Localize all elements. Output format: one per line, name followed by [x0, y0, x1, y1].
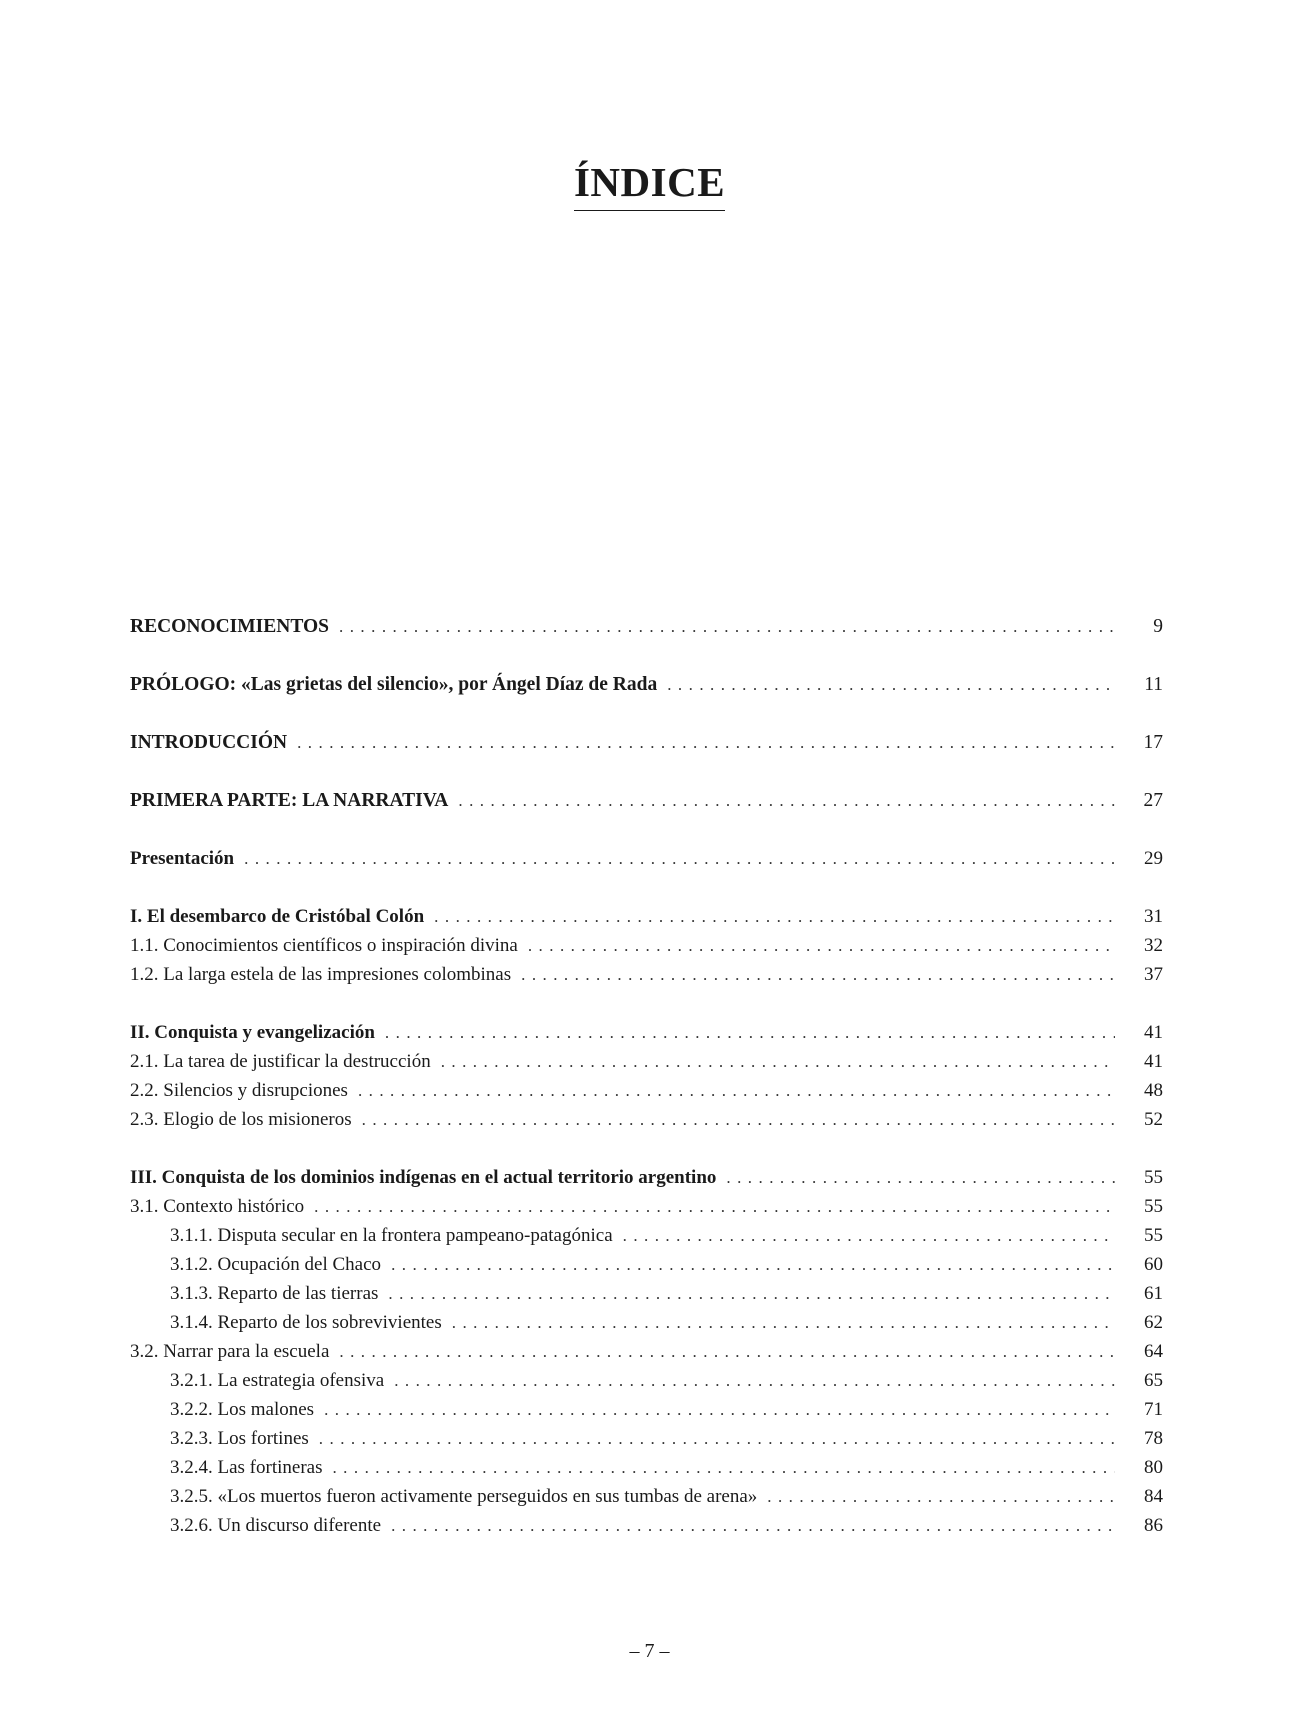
toc-entry[interactable] — [130, 931, 1163, 960]
dot-leader — [339, 1337, 1115, 1366]
page-title-block — [0, 158, 1299, 211]
toc-entry-page: 48 — [1144, 1080, 1163, 1101]
toc-entry-label: 2.2. Silencios y disrupciones — [130, 1080, 348, 1101]
toc-entry[interactable] — [130, 728, 1163, 757]
toc-entry-page: 62 — [1144, 1312, 1163, 1333]
toc-entry[interactable] — [130, 1395, 1163, 1424]
page-title: ÍNDICE — [574, 158, 725, 211]
toc-entry-page: 61 — [1144, 1283, 1163, 1304]
toc-entry-label: 3.2.1. La estrategia ofensiva — [170, 1370, 385, 1391]
dot-leader — [441, 1047, 1115, 1076]
dot-leader — [726, 1163, 1115, 1192]
toc-entry-label: INTRODUCCIÓN — [130, 732, 288, 753]
dot-leader — [521, 960, 1115, 989]
toc-entry-label: II. Conquista y evangelización — [130, 1022, 375, 1043]
toc-entry[interactable] — [130, 612, 1163, 641]
toc-entry-label: 1.1. Conocimientos científicos o inspiración divina — [130, 935, 518, 956]
toc-entry-page: 9 — [1153, 616, 1163, 637]
toc-entry-page: 84 — [1144, 1486, 1163, 1507]
dot-leader — [385, 1018, 1115, 1047]
toc-entry[interactable] — [130, 1105, 1163, 1134]
dot-leader — [332, 1453, 1115, 1482]
toc-entry[interactable] — [130, 670, 1163, 699]
toc-entry-label: 3.2.5. «Los muertos fueron activamente perseguidos en sus tumbas de arena» — [170, 1486, 758, 1507]
dot-leader — [623, 1221, 1115, 1250]
dot-leader — [297, 728, 1115, 757]
toc-entry-label: 3.1.3. Reparto de las tierras — [170, 1283, 379, 1304]
toc-entry[interactable] — [130, 1424, 1163, 1453]
dot-leader — [667, 670, 1115, 699]
dot-leader — [528, 931, 1115, 960]
toc-entry-page: 55 — [1144, 1167, 1163, 1188]
toc-entry-label: 3.2. Narrar para la escuela — [130, 1341, 330, 1362]
toc-entry-page: 78 — [1144, 1428, 1163, 1449]
toc-entry-label: 3.2.2. Los malones — [170, 1399, 315, 1420]
toc-entry[interactable] — [130, 1163, 1163, 1192]
toc-entry-page: 17 — [1143, 732, 1163, 753]
dot-leader — [358, 1076, 1115, 1105]
toc-entry-page: 60 — [1144, 1254, 1163, 1275]
toc-entry-page: 41 — [1144, 1022, 1163, 1043]
toc-entry-page: 65 — [1144, 1370, 1163, 1391]
page-number: – 7 – — [629, 1640, 670, 1662]
toc-entry-label: RECONOCIMIENTOS — [130, 616, 330, 637]
toc-entry-page: 55 — [1144, 1225, 1163, 1246]
toc-entry[interactable] — [130, 1453, 1163, 1482]
toc-entry-label: 2.3. Elogio de los misioneros — [130, 1109, 352, 1130]
toc-entry[interactable] — [130, 1250, 1163, 1279]
table-of-contents — [130, 612, 1163, 1540]
toc-entry-label: 3.1.4. Reparto de los sobrevivientes — [170, 1312, 442, 1333]
toc-entry-label: 3.1.2. Ocupación del Chaco — [170, 1254, 382, 1275]
toc-entry[interactable] — [130, 1018, 1163, 1047]
toc-entry-page: 64 — [1144, 1341, 1163, 1362]
toc-entry-label: 2.1. La tarea de justificar la destrucción — [130, 1051, 431, 1072]
toc-entry-label: 3.2.6. Un discurso diferente — [170, 1515, 382, 1536]
toc-entry-label: 3.2.4. Las fortineras — [170, 1457, 323, 1478]
toc-entry-page: 71 — [1144, 1399, 1163, 1420]
toc-entry-label: I. El desembarco de Cristóbal Colón — [130, 906, 425, 927]
dot-leader — [434, 902, 1115, 931]
toc-entry-label: III. Conquista de los dominios indígenas en el actual territorio argentino — [130, 1167, 717, 1188]
dot-leader — [767, 1482, 1115, 1511]
toc-entry[interactable] — [130, 1308, 1163, 1337]
dot-leader — [391, 1511, 1115, 1540]
toc-entry-label: 1.2. La larga estela de las impresiones colombinas — [130, 964, 512, 985]
dot-leader — [452, 1308, 1115, 1337]
toc-entry[interactable] — [130, 1511, 1163, 1540]
toc-entry[interactable] — [130, 1366, 1163, 1395]
toc-entry-label: Presentación — [130, 848, 235, 869]
toc-entry-label: PRIMERA PARTE: LA NARRATIVA — [130, 790, 449, 811]
dot-leader — [244, 844, 1115, 873]
toc-entry-page: 80 — [1144, 1457, 1163, 1478]
dot-leader — [391, 1250, 1115, 1279]
toc-entry[interactable] — [130, 1076, 1163, 1105]
toc-entry-page: 41 — [1144, 1051, 1163, 1072]
dot-leader — [314, 1192, 1115, 1221]
dot-leader — [339, 612, 1115, 641]
toc-entry[interactable] — [130, 844, 1163, 873]
toc-entry-label: 3.1.1. Disputa secular en la frontera pampeano-patagónica — [170, 1225, 613, 1246]
dot-leader — [319, 1424, 1115, 1453]
toc-entry[interactable] — [130, 1047, 1163, 1076]
dot-leader — [388, 1279, 1115, 1308]
toc-entry[interactable] — [130, 1221, 1163, 1250]
toc-entry[interactable] — [130, 1192, 1163, 1221]
toc-entry-page: 29 — [1144, 848, 1163, 869]
toc-entry-page: 37 — [1144, 964, 1163, 985]
dot-leader — [394, 1366, 1115, 1395]
dot-leader — [458, 786, 1115, 815]
toc-entry-page: 11 — [1144, 674, 1163, 695]
toc-entry[interactable] — [130, 1482, 1163, 1511]
dot-leader — [324, 1395, 1115, 1424]
toc-entry-label: PRÓLOGO: «Las grietas del silencio», por Ángel Díaz de Rada — [130, 674, 658, 695]
toc-entry-page: 52 — [1144, 1109, 1163, 1130]
toc-entry[interactable] — [130, 1337, 1163, 1366]
toc-entry-page: 32 — [1144, 935, 1163, 956]
toc-entry-page: 86 — [1144, 1515, 1163, 1536]
toc-entry[interactable] — [130, 786, 1163, 815]
dot-leader — [362, 1105, 1115, 1134]
toc-entry-page: 55 — [1144, 1196, 1163, 1217]
toc-entry-label: 3.1. Contexto histórico — [130, 1196, 305, 1217]
toc-entry-page: 27 — [1143, 790, 1163, 811]
toc-entry[interactable] — [130, 902, 1163, 931]
toc-entry[interactable] — [130, 960, 1163, 989]
toc-entry-label: 3.2.3. Los fortines — [170, 1428, 309, 1449]
toc-entry[interactable] — [130, 1279, 1163, 1308]
toc-entry-page: 31 — [1144, 906, 1163, 927]
